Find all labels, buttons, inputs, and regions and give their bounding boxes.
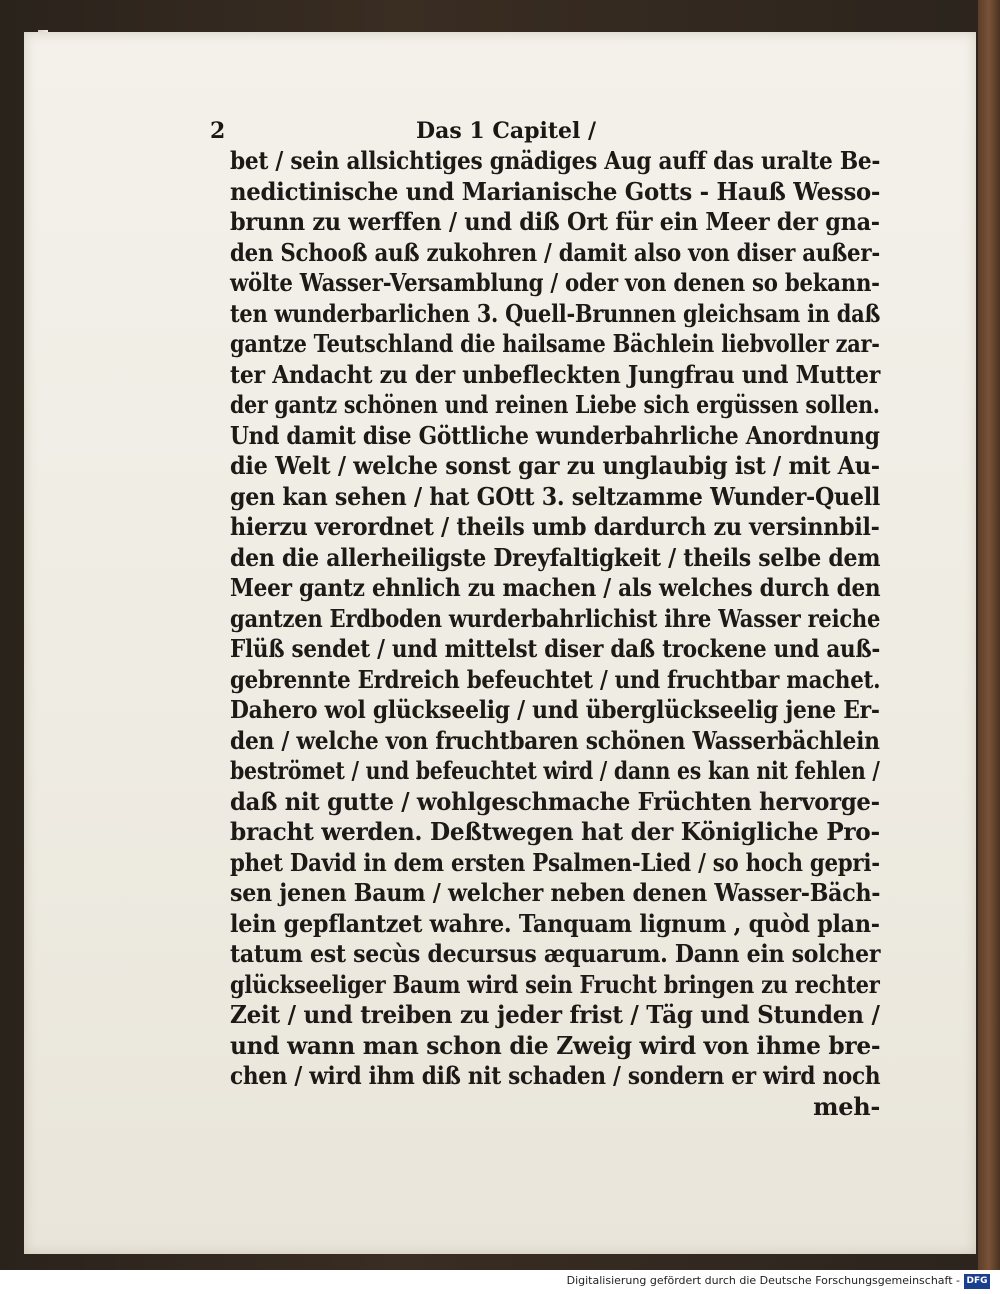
text-line: und wann man schon die Zweig wird von ihme bre-: [230, 1030, 881, 1060]
text-line: nedictinische und Marianische Gotts - Hauß Wesso-: [230, 176, 881, 206]
text-line: den / welche von fruchtbaren schönen Wasserbächlein: [230, 725, 880, 755]
text-line: bet / sein allsichtiges gnädiges Aug auff das uralte Be-: [230, 146, 881, 175]
text-line: phet David in dem ersten Psalmen-Lied / so hoch gepri-: [230, 847, 880, 877]
text-line: ter Andacht zu der unbefleckten Jungfrau und Mutter: [230, 359, 881, 389]
text-line: Dahero wol glückseelig / und überglückseelig jene Er-: [230, 695, 880, 724]
text-line: bracht werden. Deßtwegen hat der Königliche Pro-: [230, 817, 880, 846]
text-line: glückseeliger Baum wird sein Frucht bringen zu rechter: [230, 969, 880, 999]
running-title: Das 1 Capitel /: [416, 118, 597, 144]
text-line: gen kan sehen / hat GOtt 3. seltzamme Wunder-Quell: [230, 481, 881, 511]
text-line: brunn zu werffen / und diß Ort für ein Meer der gna-: [230, 207, 880, 236]
text-line: wölte Wasser-Versamblung / oder von denen so bekann-: [230, 268, 880, 297]
text-line: gantzen Erdboden wurderbahrlichist ihre Wasser reiche: [230, 603, 881, 633]
page-number: 2: [210, 118, 226, 144]
text-line: sen jenen Baum / welcher neben denen Wasser-Bäch-: [230, 878, 881, 907]
text-line: gantze Teutschland die hailsame Bächlein liebvoller zar-: [230, 329, 880, 358]
text-line: beströmet / und befeuchtet wird / dann es kan nit fehlen /: [230, 756, 880, 785]
text-line: Meer gantz ehnlich zu machen / als welches durch den: [230, 573, 881, 602]
book-spine-edge: [978, 0, 1000, 1270]
text-line: daß nit gutte / wohlgeschmache Früchten hervorge-: [230, 786, 880, 816]
text-line: hierzu verordnet / theils umb dardurch zu versinnbil-: [230, 512, 880, 541]
text-line: die Welt / welche sonst gar zu unglaubig ist / mit Au-: [230, 451, 880, 480]
text-line: gebrennte Erdreich befeuchtet / und fruchtbar machet.: [230, 664, 881, 694]
text-line: Zeit / und treiben zu jeder frist / Täg und Stunden /: [230, 1000, 880, 1029]
text-line: ten wunderbarlichen 3. Quell-Brunnen gleichsam in daß: [230, 298, 881, 328]
funding-credit: Digitalisierung gefördert durch die Deutsche Forschungsgemeinschaft -: [566, 1274, 960, 1287]
running-head: [210, 118, 770, 146]
text-line: Und damit dise Göttliche wunderbahrliche Anordnung: [230, 420, 880, 450]
text-line: Flüß sendet / und mittelst diser daß trockene und auß-: [230, 634, 881, 663]
dfg-logo: DFG: [964, 1274, 990, 1289]
text-line: den die allerheiligste Dreyfaltigkeit / theils selbe dem: [230, 542, 881, 572]
body-text: [230, 146, 880, 1122]
text-line: lein gepflantzet wahre. Tanquam lignum , quòd plan-: [230, 908, 880, 938]
text-line: tatum est secùs decursus æquarum. Dann ein solcher: [230, 939, 881, 968]
text-line: den Schooß auß zukohren / damit also von diser außer-: [230, 237, 880, 267]
text-line: der gantz schönen und reinen Liebe sich ergüssen sollen.: [230, 390, 880, 419]
catchword: meh-: [813, 1091, 880, 1121]
text-line: chen / wird ihm diß nit schaden / sondern er wird noch: [230, 1061, 881, 1090]
footer-bar: [0, 1270, 1000, 1294]
